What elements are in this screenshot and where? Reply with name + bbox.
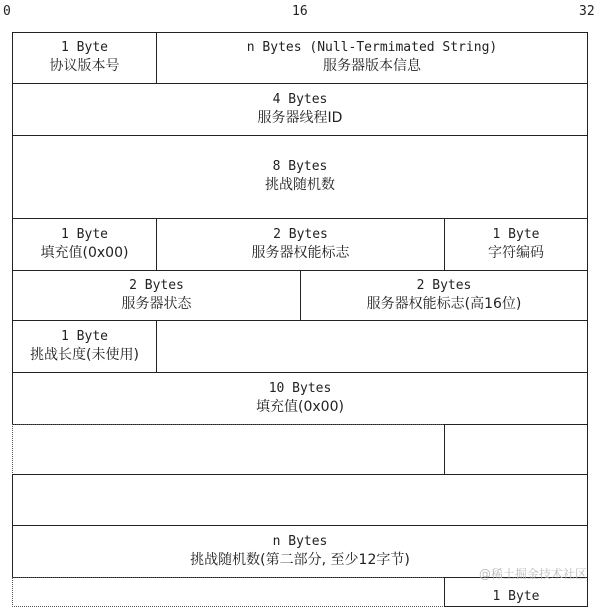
field-label: 协议版本号 bbox=[49, 58, 120, 75]
field-size: 1 Byte bbox=[61, 40, 108, 56]
field-server-version bbox=[156, 32, 588, 84]
field-size: n Bytes (Null-Termimated String) bbox=[246, 40, 498, 56]
field-size: 1 Byte bbox=[61, 226, 108, 242]
field-size: 10 Bytes bbox=[268, 380, 332, 396]
field-size: 1 Byte bbox=[61, 328, 108, 344]
field-label: 服务器权能标志(高16位) bbox=[366, 295, 522, 312]
field-filler-10 bbox=[12, 372, 588, 425]
field-challenge-random bbox=[12, 135, 588, 219]
field-challenge-length bbox=[12, 320, 157, 373]
field-server-status bbox=[12, 270, 301, 321]
field-charset bbox=[444, 218, 588, 271]
field-size: 1 Byte bbox=[492, 589, 540, 605]
field-label: 挑战随机数(第二部分, 至少12字节) bbox=[190, 551, 410, 568]
field-empty-row bbox=[12, 474, 588, 526]
field-label: 服务器状态 bbox=[121, 295, 192, 312]
packet-diagram bbox=[12, 32, 588, 605]
field-filler bbox=[12, 218, 157, 271]
field-label: 字符编码 bbox=[488, 244, 544, 261]
field-size: 4 Bytes bbox=[272, 91, 328, 107]
field-protocol-version bbox=[12, 32, 157, 84]
field-label: 填充值(0x00) bbox=[256, 398, 344, 415]
field-size: 8 Bytes bbox=[272, 159, 328, 175]
field-label: 挑战随机数 bbox=[265, 177, 335, 194]
field-size: n Bytes bbox=[272, 533, 328, 549]
ruler-bit-32: 32 bbox=[579, 4, 595, 19]
field-label: 服务器版本信息 bbox=[323, 58, 421, 75]
ruler-bit-0: 0 bbox=[3, 4, 11, 19]
ruler-bit-16: 16 bbox=[292, 4, 308, 19]
field-label: 填充值(0x00) bbox=[40, 244, 129, 261]
field-size: 1 Byte bbox=[492, 226, 540, 242]
field-capability-flags-high bbox=[300, 270, 588, 321]
watermark: @稀土掘金技术社区 bbox=[478, 567, 587, 581]
field-empty-cell bbox=[156, 320, 588, 373]
field-label: 服务器线程ID bbox=[257, 109, 343, 126]
field-tail-continuation bbox=[12, 577, 445, 607]
field-size: 2 Bytes bbox=[129, 277, 184, 293]
field-continuation-end bbox=[444, 424, 588, 475]
field-thread-id bbox=[12, 83, 588, 136]
field-continuation bbox=[12, 424, 445, 475]
field-label: 服务器权能标志 bbox=[251, 244, 350, 261]
field-size: 2 Bytes bbox=[273, 226, 328, 242]
field-label: 挑战长度(未使用) bbox=[30, 346, 139, 363]
field-capability-flags bbox=[156, 218, 445, 271]
field-size: 2 Bytes bbox=[416, 277, 472, 293]
